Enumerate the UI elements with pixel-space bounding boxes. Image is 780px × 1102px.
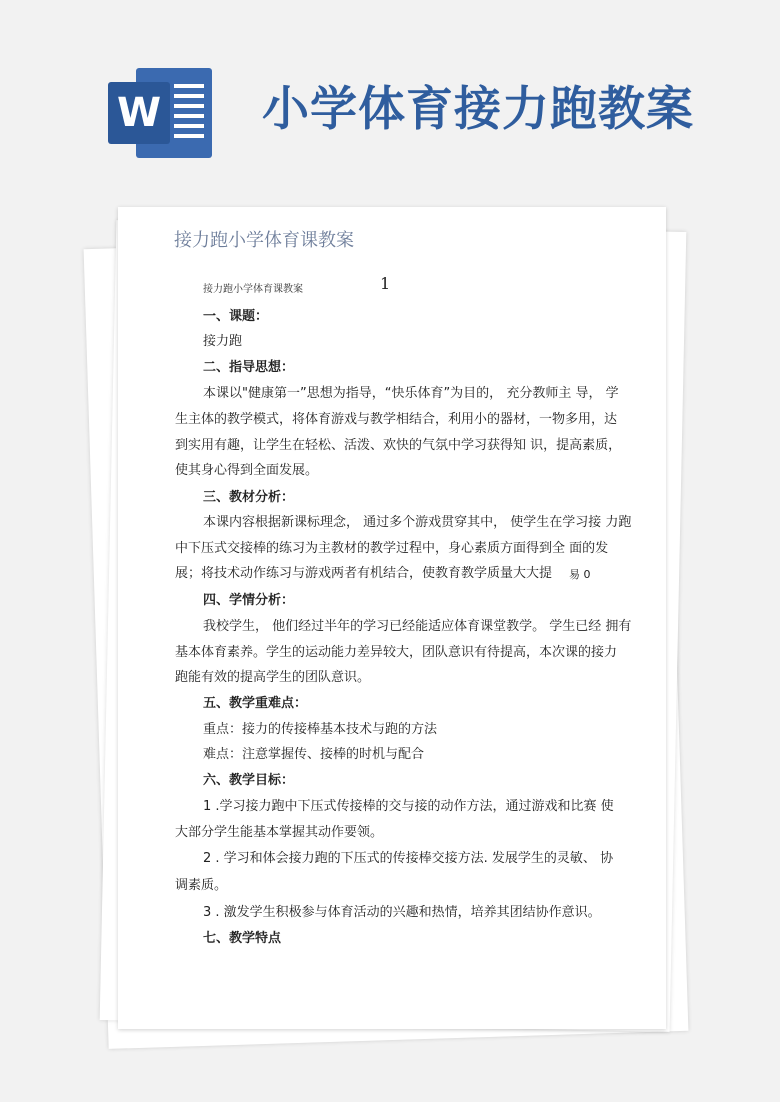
body-line: 我校学生， 他们经过半年的学习已经能适应体育课堂教学。 学生已经 拥有 bbox=[203, 619, 632, 634]
body-line: 基本体育素养。学生的运动能力差异较大，团队意识有待提高，本次课的接力 bbox=[175, 645, 618, 660]
section-heading-material: 三、教材分析： bbox=[203, 490, 295, 505]
body-line: 1 .学习接力跑中下压式传接棒的交与接的动作方法，通过游戏和比赛 使 bbox=[203, 799, 614, 814]
section-heading-features: 七、教学特点 bbox=[203, 931, 282, 946]
body-line: 大部分学生能基本掌握其动作要领。 bbox=[175, 825, 384, 840]
section-heading-topic: 一、课题： bbox=[203, 309, 269, 324]
document-title: 接力跑小学体育课教案 bbox=[174, 230, 354, 251]
body-line: 中下压式交接棒的练习为主教材的教学过程中，身心素质方面得到全 面的发 bbox=[175, 541, 609, 556]
word-logo-letter: W bbox=[108, 82, 170, 144]
body-line: 2 . 学习和体会接力跑的下压式的传接棒交接方法. 发展学生的灵敏、 协 bbox=[203, 851, 614, 866]
body-line: 展；将技术动作练习与游戏两者有机结合，使教育教学质量大大提 bbox=[175, 566, 553, 581]
body-line: 调素质。 bbox=[175, 878, 228, 893]
body-line: 接力跑 bbox=[203, 334, 243, 349]
body-line: 使其身心得到全面发展。 bbox=[175, 463, 319, 478]
body-line: 重点：接力的传接棒基本技术与跑的方法 bbox=[203, 722, 438, 737]
body-line: 难点：注意掌握传、接棒的时机与配合 bbox=[203, 747, 425, 762]
body-line: 到实用有趣，让学生在轻松、活泼、欢快的气氛中学习获得知 识，提高素质， bbox=[175, 438, 622, 453]
word-icon bbox=[108, 68, 212, 158]
page-number: 1 bbox=[380, 274, 391, 293]
trailing-fragment: 易 0 bbox=[569, 568, 591, 581]
body-line: 生主体的教学模式，将体育游戏与教学相结合，利用小的器材，一物多用，达 bbox=[175, 412, 618, 427]
body-line: 本课内容根据新课标理念， 通过多个游戏贯穿其中， 使学生在学习接 力跑 bbox=[203, 515, 632, 530]
running-header: 接力跑小学体育课教案 bbox=[203, 284, 303, 295]
section-heading-key-points: 五、教学重难点： bbox=[203, 696, 308, 711]
body-line: 3 . 激发学生积极参与体育活动的兴趣和热情，培养其团结协作意识。 bbox=[203, 905, 601, 920]
section-heading-students: 四、学情分析： bbox=[203, 593, 295, 608]
body-line: 本课以"健康第一”思想为指导，“快乐体育”为目的， 充分教师主 导， 学 bbox=[203, 386, 619, 401]
body-line: 跑能有效的提高学生的团队意识。 bbox=[175, 670, 371, 685]
page-title: 小学体育接力跑教案 bbox=[262, 82, 694, 137]
section-heading-objectives: 六、教学目标： bbox=[203, 773, 295, 788]
page-header bbox=[0, 0, 780, 205]
section-heading-guiding-idea: 二、指导思想： bbox=[203, 360, 295, 375]
